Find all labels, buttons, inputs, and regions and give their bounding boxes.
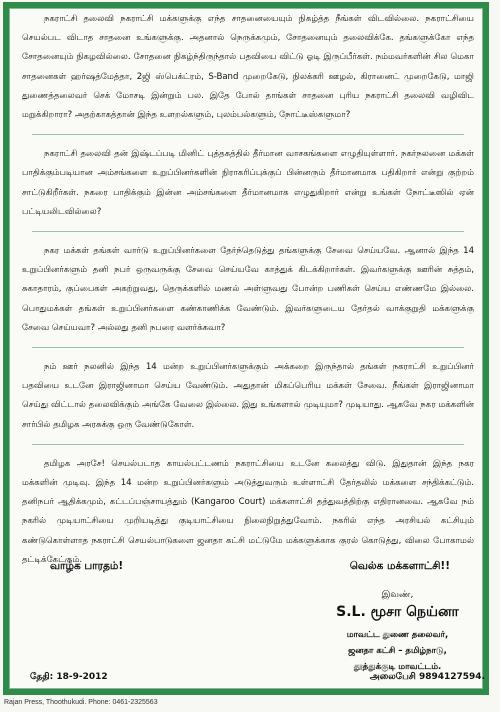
contact-phone: அலைபேசி 9894127594. [369,672,485,682]
signatory-district: தூத்துக்குடி மாவட்டம். [353,662,442,672]
notice-body [22,10,474,570]
press-credit: Rajan Press, Thoothukudi. Phone: 0461-2325563 [4,699,158,706]
slogan-right: வெல்க மக்களாட்சி!! [349,560,450,572]
paragraph-2: நகராட்சி தலைவி தன் இஷ்டப்படி மினிட் புத்தகத்தில் தீர்மான வாசகங்களை எழுதியுள்ளார். நகர்நலனை மக்கள் பாதிக்கும்படியான அம்சங்களை உறுப்பினர்களின் நிராகரிப்புக்குப் பின்னரும் தீர்மானமாக பதிகிறார் என்று குற்றம் சாட்டுகிறீர்கள். நகரை பாதிக்கும் இன்ன அம்சங்களை தீர்மானமாக எழுதுகிறார் என்று உங்கள் நோட்டீஸில் ஏன் பட்டியலிடவில்லை? [22,149,474,217]
signatory-party: ஜனதா கட்சி – தமிழ்நாடு, [348,646,447,656]
paragraph-5: தமிழக அரசே! செயல்படாத காயல்பட்டணம் நகராட்சியை உடனே கலைத்து விடு. இதுதான் இந்த நகர மக்களின் முடிவு. இந்த 14 மன்ற உறுப்பினர்களும் அடுத்துவரும் உள்ளாட்சி தேர்தலில் மக்களை சந்திக்கட்டும். தனிநபர் ஆதிக்கமும், கட்டப்பஞ்சாயத்தும் (Kangaroo Court) மக்களாட்சி தத்துவத்திற்கு எதிரானவை. ஆகவே நம் நகரில் முடியாட்சியை முறியடித்து குடியாட்சியை நிலைநிறுத்துவோம். நகரில் எந்த அரசியல் கட்சியும் கண்டுகொள்ளாத நகராட்சி செயல்பாடுகளை ஜனதா கட்சி மட்டுமே மக்களுக்காக குரல் கொடுத்து, விலை போகாமல் தட்டிக்கேட்கும். [22,458,474,565]
divider [32,444,464,445]
paragraph-3: நகர மக்கள் தங்கள் வார்டு உறுப்பினர்களை தேர்ந்தெடுத்து தங்களுக்கு சேவை செய்யவே. ஆனால் இந்த 14 உறுப்பினர்களும் தனி நபர் ஒருவருக்கு சேவை செய்யவே காத்துக் கிடக்கிறார்கள். இவர்களுக்கு ஊரின் சுத்தம், சுகாதாரம், குப்பைகள் அகற்றுவது, தெருக்களில் மணல் அள்ளுவது போன்ற பணிகள் செய்ய எண்ணமே இல்லை. பொதுமக்கள் தங்கள் உறுப்பினர்களை கண்காணிக்க வேண்டும். இவர்களுடைய தேர்தல் வாக்குறுதி மக்களுக்கு சேவை செய்யவா? அல்லது தனி நபரை வளர்க்கவா? [22,246,474,333]
divider [32,134,464,135]
signatory-name: S.L. மூசா நெய்னா [336,604,459,620]
signature-block [310,590,485,675]
paragraph-1: நகராட்சி தலைவி நகராட்சி மக்களுக்கு எந்த சாதனையையும் நிகழ்த்த நீங்கள் விடவில்லை. நகராட்சியை செயல்பட விடாத சாதனை உங்களுக்கு. அதனால் நெருக்கமும், சோதனையும் தலைவிக்கே. தங்களுக்கோ எந்த சோதனையும் நிகழவில்லை. சோதனை நிகழ்ந்திருந்தால் பதவியை விட்டு ஓடி இருப்பீர்கள். நம்மவர்களின் சில மெகா சாதனைகள் ஹர்ஷத்மேத்தா, 2ஜி ஸ்பெக்ட்ரம், S-Band முறைகேடு, நிலக்கரி ஊழல், கிரானைட் முறைகேடு, மாஜி துணைத்தலைவர் செக் மோசடி இன்றும் பல. இதே போல் தாங்கள் சாதனை புரிய நகராட்சி தலைவி வழிவிட மறுக்கிறாரா? அதற்காகத்தான் இந்த உளறல்களும், புலம்பல்களும், நோட்டீஸ்களுமா? [22,14,474,121]
slogan-left: வாழ்க பாரதம்! [50,560,124,572]
notice-date: தேதி: 18-9-2012 [30,672,108,682]
divider [32,347,464,348]
signature-greeting: இவண், [381,590,414,600]
slogans-row [50,560,450,573]
paragraph-4: நம் ஊர் நலனில் இந்த 14 மன்ற உறுப்பினர்களுக்கும் அக்கறை இருந்தால் தங்கள் நகராட்சி உறுப்பினர் பதவியை உடனே இராஜினாமா செய்ய வேண்டும். அதுதான் மிகப்பெரிய மக்கள் சேவை. நீங்கள் இராஜினாமா செய்து விட்டால் தலைவிக்கும் அங்கே வேலை இல்லை. இது உங்களால் முடியுமா? முடியாது. ஆகவே நகர மக்களின் சார்பில் தமிழக அரசுக்கு ஒரு வேண்டுகோள். [22,362,474,430]
signatory-title: மாவட்ட துணை தலைவர், [346,630,449,640]
divider [32,231,464,232]
